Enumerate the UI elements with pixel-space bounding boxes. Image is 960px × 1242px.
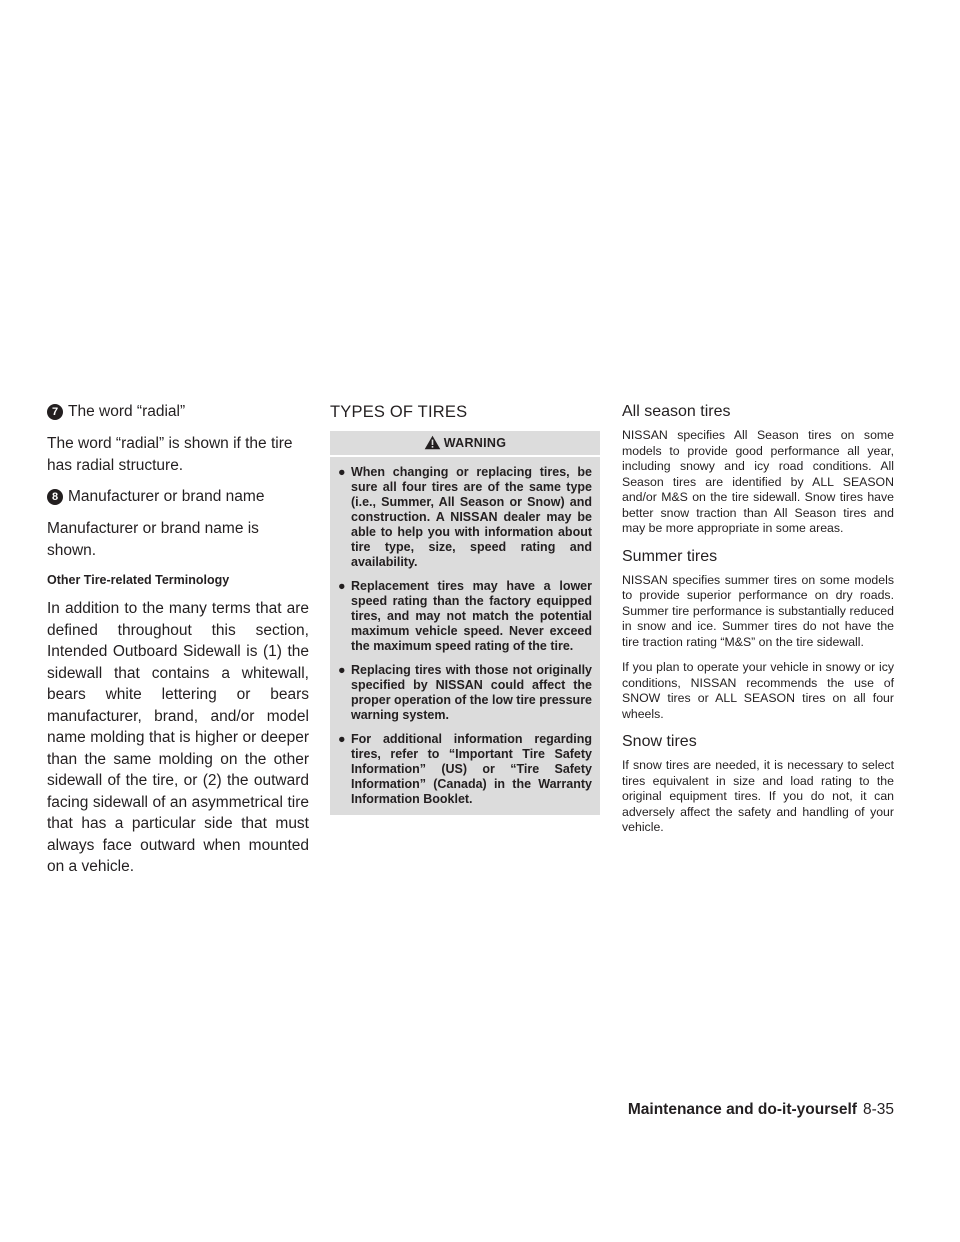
warning-item <box>338 663 592 723</box>
warning-label: WARNING <box>443 435 507 450</box>
bullet-icon: ● <box>338 732 346 746</box>
item-7-heading <box>47 402 309 422</box>
page-number: 8-35 <box>862 1101 894 1118</box>
brand-description: Manufacturer or brand name is shown. <box>47 520 259 559</box>
all-season-title: All season tires <box>622 403 731 420</box>
warning-box <box>330 431 600 815</box>
snow-text: If snow tires are needed, it is necessary to select tires equivalent in size and load rating to the original equipment tires. If you do not, it can adversely affect the safety and handling of your vehicle. <box>622 758 894 834</box>
middle-column <box>330 402 600 815</box>
bullet-icon: ● <box>338 579 346 593</box>
page-footer <box>628 1101 894 1119</box>
warning-item-text: Replacing tires with those not originally specified by NISSAN could affect the proper operation of the low tire pressure warning system. <box>351 663 593 722</box>
summer-text-2: If you plan to operate your vehicle in snowy or icy conditions, NISSAN recommends the use of SNOW tires or ALL SEASON tires on all four wheels. <box>622 660 894 721</box>
warning-item-text: For additional information regarding tires, refer to “Important Tire Safety Information” (US) or “Tire Safety Information” (Canada) in the Warranty Information Booklet. <box>351 732 592 806</box>
item-8-heading <box>47 487 309 507</box>
summer-title: Summer tires <box>622 547 718 565</box>
warning-header <box>330 431 600 457</box>
warning-list <box>330 457 600 807</box>
snow-title: Snow tires <box>622 733 697 750</box>
warning-triangle-icon <box>424 435 441 450</box>
summer-text-1: NISSAN specifies summer tires on some models to provide superior performance on dry roads. Summer tire performance is substantially reduced in snow and ice. Summer tires do not have the tire traction rating “M&S” on the tire sidewall. <box>622 572 894 649</box>
bullet-icon: ● <box>338 465 346 479</box>
warning-item <box>338 579 592 654</box>
left-column <box>47 402 309 889</box>
warning-item <box>338 732 592 807</box>
terminology-paragraph: In addition to the many terms that are defined throughout this section, Intended Outboard Sidewall is (1) the sidewall that contains a whitewall, bears white lettering or bears manufacturer, brand, and/or model name molding that is higher or deeper than the same molding on the other sidewall of the tire, or (2) the outward facing sidewall of an asymmetrical tire that has a particular side that must always face outward when mounted on a vehicle. <box>47 600 309 875</box>
warning-item-text: Replacement tires may have a lower speed rating than the factory equipped tires, and may not match the potential maximum vehicle speed. Never exceed the maximum speed rating of the tire. <box>351 579 592 653</box>
bullet-icon: ● <box>338 663 346 677</box>
item-8-label: Manufacturer or brand name <box>68 488 265 505</box>
warning-item <box>338 465 592 570</box>
all-season-text: NISSAN specifies All Season tires on some models to provide good performance all year, including snowy and icy road conditions. All Season tires are identified by ALL SEASON and/or M&S on the tire sidewall. Snow tires have better snow traction than All Season tires and may be more appropriate in some areas. <box>622 428 894 535</box>
item-7-label: The word “radial” <box>68 403 186 420</box>
right-column <box>622 402 894 846</box>
terminology-subheading: Other Tire-related Terminology <box>47 573 230 587</box>
section-title: TYPES OF TIRES <box>330 403 468 421</box>
radial-description: The word “radial” is shown if the tire has radial structure. <box>47 435 293 474</box>
circled-number-8-icon: 8 <box>47 489 63 505</box>
footer-section-name: Maintenance and do-it-yourself <box>627 1101 857 1118</box>
warning-item-text: When changing or replacing tires, be sure all four tires are of the same type (i.e., Summer, All Season or Snow) and construction. A NISSAN dealer may be able to help you with information about tire type, size, speed rating and availability. <box>351 465 592 569</box>
circled-number-7-icon: 7 <box>47 404 63 420</box>
